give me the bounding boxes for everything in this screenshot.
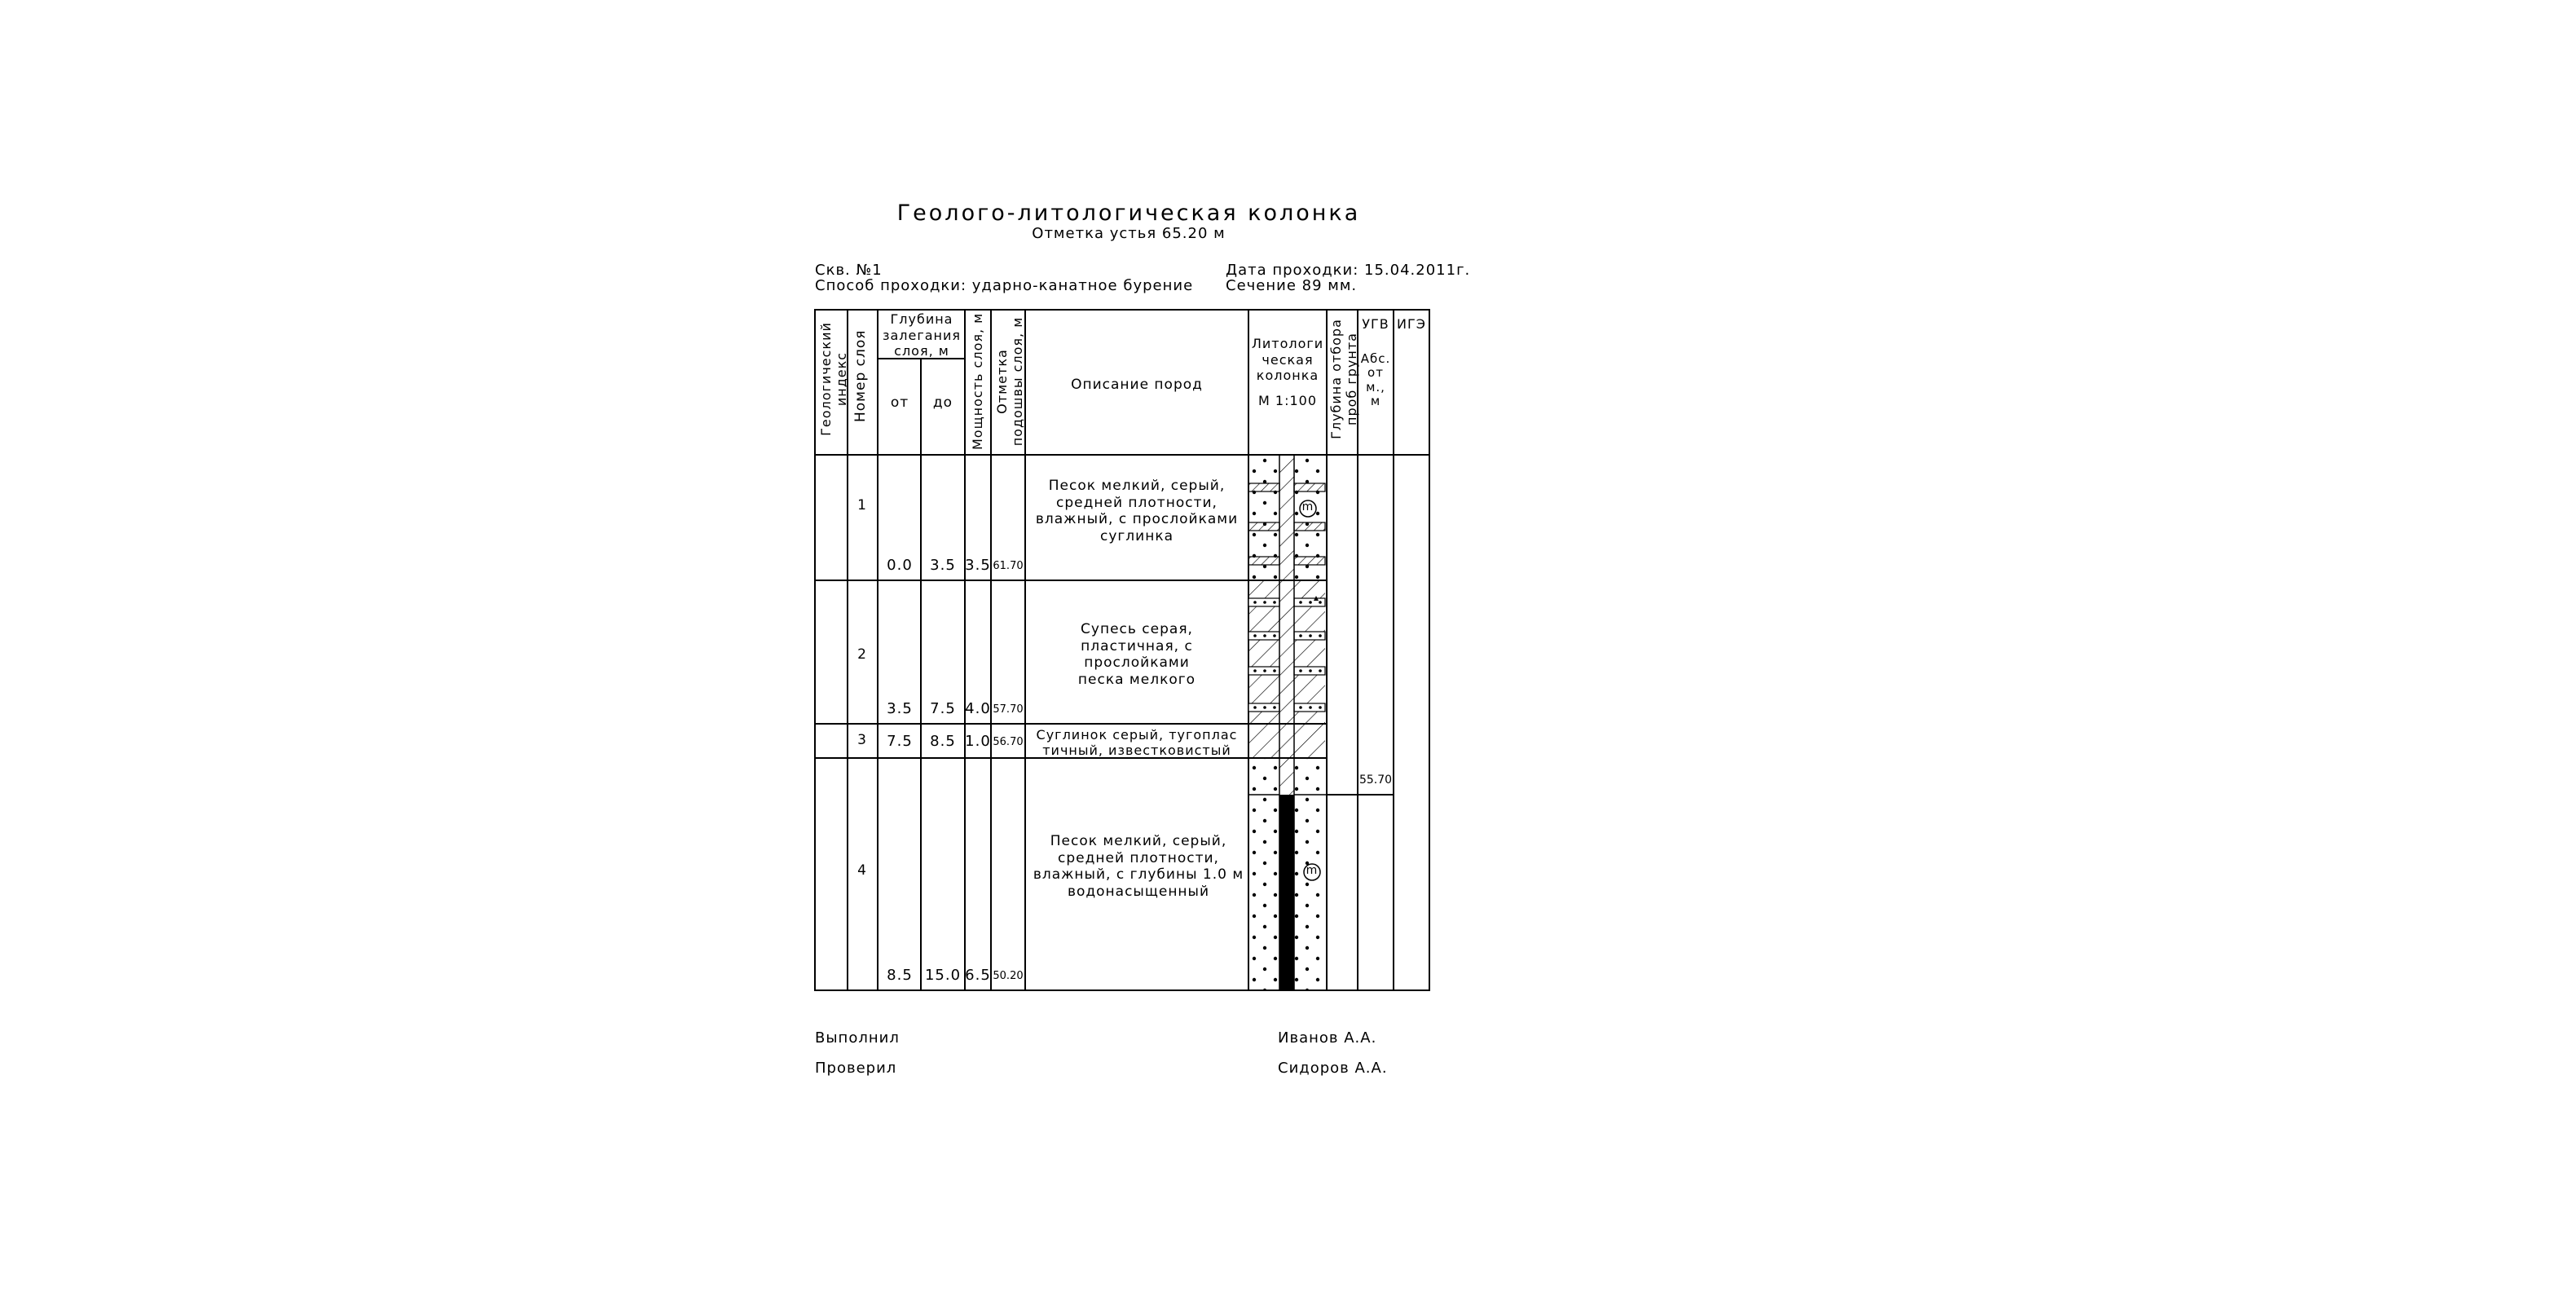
- header-from: от: [890, 394, 909, 411]
- header-ugv-abs: Абс. отм., м: [1360, 351, 1391, 408]
- layer-2-no: 2: [857, 646, 867, 663]
- done-by-name: Иванов А.А.: [1278, 1029, 1377, 1047]
- layer-4-bottom: 50.20: [993, 970, 1024, 982]
- layer-1-from: 0.0: [887, 557, 913, 574]
- layer-3-from: 7.5: [887, 733, 913, 750]
- layer-4-from: 8.5: [887, 967, 913, 984]
- header-sample-depth: Глубина отбора проб грунта: [1328, 319, 1360, 439]
- layer-3-description-line-1: Суглинок серый, тугоплас: [1036, 727, 1238, 743]
- layer-1-no: 1: [857, 497, 867, 513]
- layer-4-description: Песок мелкий, серый, средней плотности, влажный, с глубины 1.0 м водонасыщенный: [1033, 833, 1244, 901]
- layer-3-description: [1028, 727, 1245, 758]
- sample-mark-1: m: [1301, 500, 1314, 513]
- done-by-label: Выполнил: [815, 1029, 900, 1047]
- header-litho: Литологи ческая колонка: [1251, 336, 1324, 384]
- layer-1-thickness: 3.5: [965, 557, 991, 574]
- layer-2-bottom: 57.70: [993, 703, 1024, 716]
- layer-3-no: 3: [857, 732, 867, 748]
- header-scale: М 1:100: [1258, 393, 1317, 408]
- layer-1-description: Песок мелкий, серый, средней плотности, влажный, с прослойками суглинка: [1035, 478, 1239, 545]
- header-thickness: Мощность слоя, м: [970, 312, 985, 450]
- page-title: Геолого-литологическая колонка: [896, 201, 1361, 226]
- drilling-method: Способ проходки: ударно-канатное бурение: [815, 277, 1194, 294]
- layer-2-thickness: 4.0: [965, 700, 991, 717]
- layer-4-to: 15.0: [924, 967, 962, 984]
- layer-3-description-line-2: тичный, известковистый: [1042, 743, 1231, 759]
- drilling-date: Дата проходки: 15.04.2011г.: [1226, 262, 1471, 279]
- header-description: Описание пород: [1071, 377, 1203, 393]
- layer-3-bottom: 56.70: [993, 736, 1024, 748]
- checked-by-name: Сидоров А.А.: [1278, 1060, 1388, 1077]
- header-geo-index: Геологический индекс: [818, 322, 850, 436]
- layer-3-to: 8.5: [930, 733, 956, 750]
- layer-2-description: Супесь серая, пластичная, с прослойками песка мелкого: [1077, 621, 1196, 689]
- layer-1-bottom: 61.70: [993, 560, 1024, 572]
- header-layer-no: Номер слоя: [852, 329, 869, 422]
- header-to: до: [932, 394, 953, 411]
- checked-by-label: Проверил: [815, 1060, 897, 1077]
- layer-1-to: 3.5: [930, 557, 956, 574]
- well-number: Скв. №1: [815, 262, 883, 279]
- page-subtitle: Отметка устья 65.20 м: [1032, 225, 1226, 242]
- header-ige: ИГЭ: [1397, 316, 1426, 332]
- header-ugv: УГВ: [1362, 316, 1389, 332]
- sample-mark-2: m: [1306, 864, 1319, 877]
- header-bottom-mark: Отметка подошвы слоя, м: [994, 316, 1026, 447]
- layer-2-from: 3.5: [887, 700, 913, 717]
- layer-4-no: 4: [857, 862, 867, 879]
- layer-3-thickness: 1.0: [965, 733, 991, 750]
- header-depth-group: Глубина залегания слоя, м: [882, 311, 962, 359]
- section-size: Сечение 89 мм.: [1226, 277, 1358, 294]
- layer-4-thickness: 6.5: [965, 967, 991, 984]
- layer-2-to: 7.5: [930, 700, 956, 717]
- water-level-value: 55.70: [1358, 774, 1393, 787]
